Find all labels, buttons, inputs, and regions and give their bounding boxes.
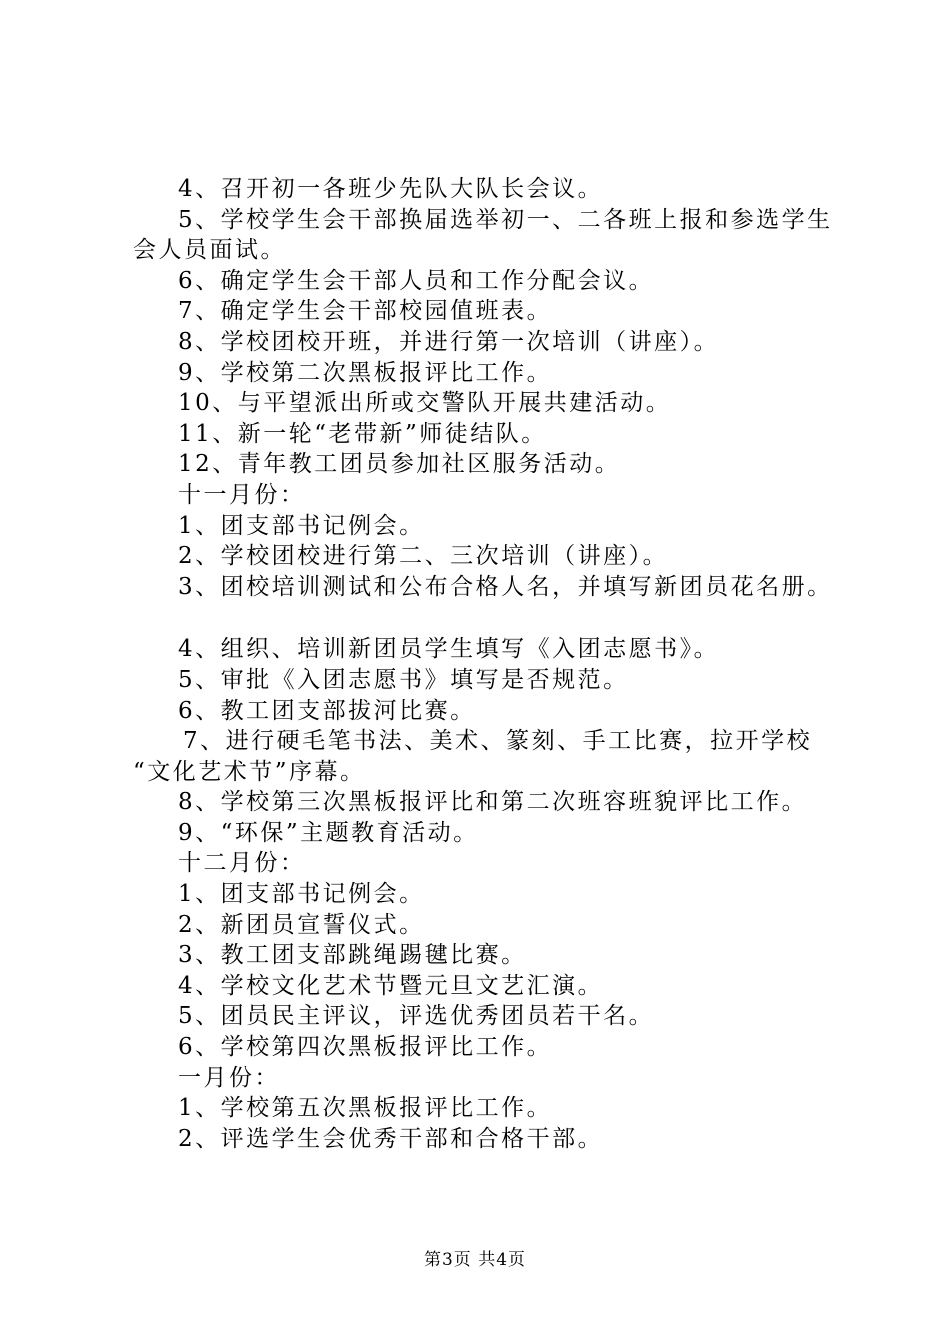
paragraph-gap	[0, 602, 950, 634]
text-line: 3、团校培训测试和公布合格人名，并填写新团员花名册。	[178, 573, 833, 600]
text-line: 8、学校第三次黑板报评比和第二次班容班貌评比工作。	[178, 789, 808, 816]
text-line: 2、新团员宣誓仪式。	[178, 911, 425, 938]
text-line: 会人员面试。	[133, 237, 286, 264]
text-line: 4、组织、培训新团员学生填写《入团志愿书》。	[178, 636, 720, 663]
page-footer: 第3页 共4页	[423, 1250, 527, 1270]
text-line: 6、确定学生会干部人员和工作分配会议。	[178, 267, 655, 294]
text-line: 4、学校文化艺术节暨元旦文艺汇演。	[178, 972, 604, 999]
text-line: 2、评选学生会优秀干部和合格干部。	[178, 1125, 604, 1152]
text-line: 1、团支部书记例会。	[178, 881, 425, 908]
text-line: 6、教工团支部拔河比赛。	[178, 697, 476, 724]
text-line: 9、“环保”主题教育活动。	[178, 819, 479, 846]
text-line: 7、确定学生会干部校园值班表。	[178, 298, 553, 325]
text-line: 3、教工团支部跳绳踢毽比赛。	[178, 942, 527, 969]
text-line: 6、学校第四次黑板报评比工作。	[178, 1034, 553, 1061]
text-line: 5、学校学生会干部换届选举初一、二各班上报和参选学生	[178, 206, 833, 233]
text-line: 4、召开初一各班少先队大队长会议。	[178, 176, 604, 202]
text-line: 5、团员民主评议，评选优秀团员若干名。	[178, 1003, 655, 1030]
document-body	[0, 174, 950, 1154]
text-line: 9、学校第二次黑板报评比工作。	[178, 359, 553, 386]
text-line: 1、团支部书记例会。	[178, 512, 425, 539]
text-line: 1、学校第五次黑板报评比工作。	[178, 1095, 553, 1122]
text-line: 10、与平望派出所或交警队开展共建活动。	[178, 390, 672, 417]
text-line: 8、学校团校开班，并进行第一次培训（讲座）。	[178, 328, 720, 355]
text-line: 11、新一轮“老带新”师徒结队。	[178, 420, 547, 447]
text-line: 5、审批《入团志愿书》填写是否规范。	[178, 666, 629, 693]
section-heading: 一月份：	[178, 1064, 280, 1091]
text-line: 12、青年教工团员参加社区服务活动。	[178, 451, 621, 478]
text-line: 2、学校团校进行第二、三次培训（讲座）。	[178, 543, 669, 570]
text-line: “文化艺术节”序幕。	[133, 758, 366, 785]
text-line: 7、进行硬毛笔书法、美术、篆刻、手工比赛，拉开学校	[183, 728, 813, 755]
section-heading: 十一月份：	[178, 481, 306, 508]
section-heading: 十二月份：	[178, 850, 306, 877]
